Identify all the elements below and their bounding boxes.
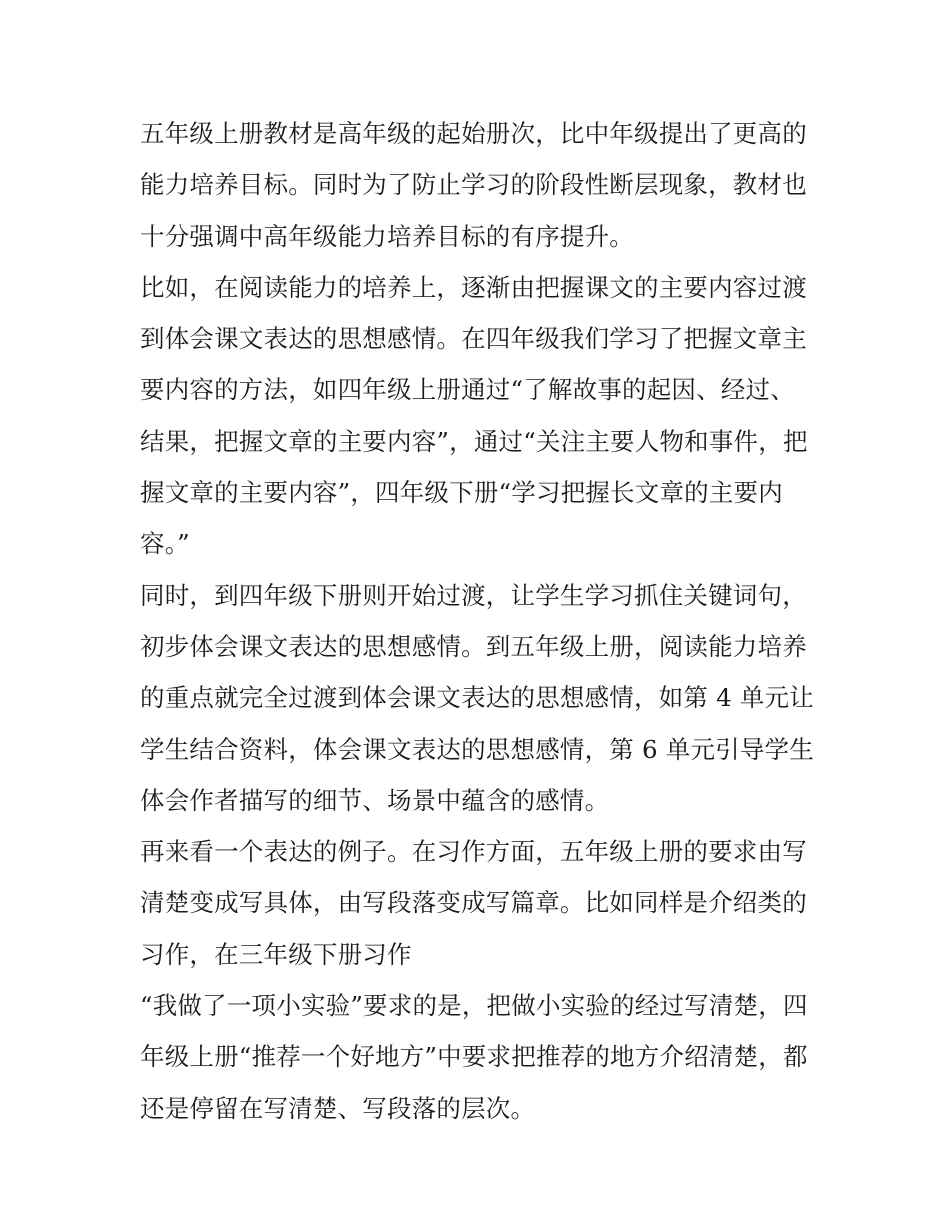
text-line: 初步体会课文表达的思想感情。到五年级上册，阅读能力培养	[140, 631, 807, 661]
text-line: 能力培养目标。同时为了防止学习的阶段性断层现象，教材也	[140, 170, 807, 200]
text-line: 年级上册“推荐一个好地方”中要求把推荐的地方介绍清楚，都	[140, 1042, 808, 1072]
text-line: 要内容的方法，如四年级上册通过“了解故事的起因、经过、	[140, 375, 795, 405]
text-line: 十分强调中高年级能力培养目标的有序提升。	[140, 221, 634, 251]
text-line: 到体会课文表达的思想感情。在四年级我们学习了把握文章主	[140, 324, 807, 354]
text-line: 清楚变成写具体，由写段落变成写篇章。比如同样是介绍类的	[140, 888, 807, 918]
text-line: 握文章的主要内容”，四年级下册“学习把握长文章的主要内	[140, 478, 783, 508]
document-body	[140, 108, 830, 1134]
text-line: 体会作者描写的细节、场景中蕴含的感情。	[140, 785, 610, 815]
text-line: 比如，在阅读能力的培养上，逐渐由把握课文的主要内容过渡	[140, 272, 807, 302]
text-line: 结果，把握文章的主要内容”，通过“关注主要人物和事件，把	[140, 426, 808, 456]
text-line: 习作，在三年级下册习作	[140, 939, 412, 969]
text-line: 五年级上册教材是高年级的起始册次，比中年级提出了更高的	[140, 119, 807, 148]
text-line: 再来看一个表达的例子。在习作方面，五年级上册的要求由写	[140, 837, 807, 867]
text-line: 的重点就完全过渡到体会课文表达的思想感情，如第 4 单元让	[140, 683, 814, 713]
text-line: 同时，到四年级下册则开始过渡，让学生学习抓住关键词句，	[140, 580, 807, 610]
text-line: 学生结合资料，体会课文表达的思想感情，第 6 单元引导学生	[140, 734, 814, 764]
text-line: 还是停留在写清楚、写段落的层次。	[140, 1093, 536, 1123]
text-line: “我做了一项小实验”要求的是，把做小实验的经过写清楚，四	[140, 991, 808, 1021]
text-line: 容。”	[140, 529, 190, 559]
